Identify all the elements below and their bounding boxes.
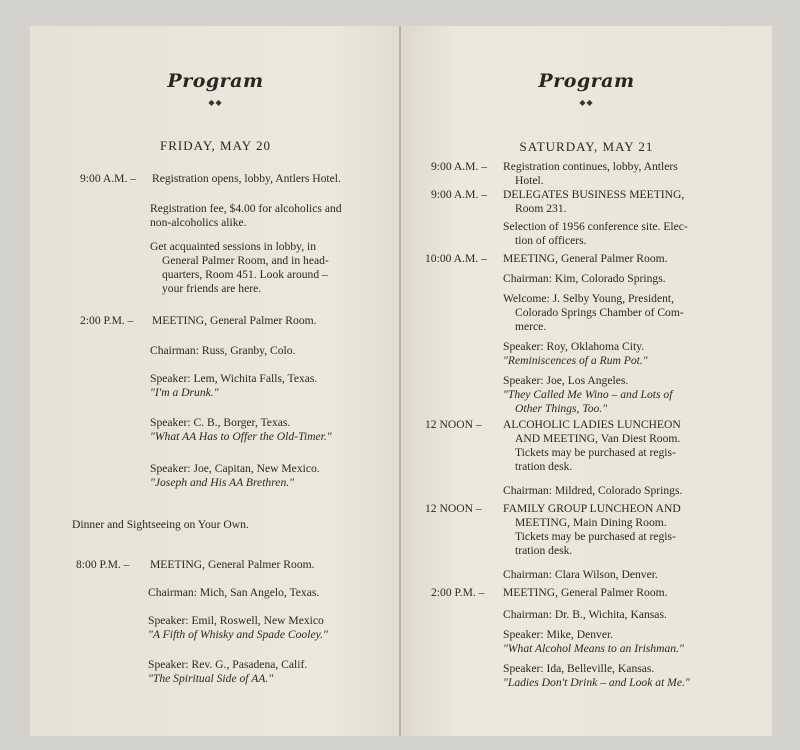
time-label: 12 NOON – bbox=[425, 418, 482, 431]
schedule-item: Chairman: Mildred, Colorado Springs. bbox=[503, 484, 683, 497]
program-booklet bbox=[30, 26, 772, 736]
schedule-item: Speaker: Rev. G., Pasadena, Calif. "The Spiritual Side of AA." bbox=[148, 658, 396, 686]
schedule-item: Chairman: Russ, Granby, Colo. bbox=[150, 344, 296, 357]
time-label: 2:00 P.M. – bbox=[431, 586, 485, 599]
schedule-item: Speaker: Ida, Belleville, Kansas. "Ladies Don't Drink – and Look at Me." bbox=[503, 662, 765, 690]
schedule-item: Get acquainted sessions in lobby, in General Palmer Room, and in head- quarters, Room 451. Look around – your friends are here. bbox=[150, 240, 329, 295]
event-text: MEETING, General Palmer Room. bbox=[150, 558, 315, 571]
event-text: Registration continues, lobby, Antlers Hotel. bbox=[503, 160, 678, 187]
time-label: 9:00 A.M. – bbox=[431, 160, 488, 173]
schedule-item: Chairman: Mich, San Angelo, Texas. bbox=[148, 586, 320, 599]
schedule-item: Speaker: C. B., Borger, Texas. "What AA Has to Offer the Old-Timer." bbox=[150, 416, 395, 444]
schedule-item: Speaker: Lem, Wichita Falls, Texas. "I'm a Drunk." bbox=[150, 372, 395, 400]
ornament: ◆◆ bbox=[579, 98, 594, 107]
event-text: ALCOHOLIC LADIES LUNCHEON AND MEETING, Van Diest Room. Tickets may be purchased at regis- tration desk. bbox=[503, 418, 681, 473]
event-text: MEETING, General Palmer Room. bbox=[503, 586, 668, 599]
page-heading: Program bbox=[538, 70, 635, 92]
day-heading: SATURDAY, MAY 21 bbox=[519, 139, 654, 154]
schedule-note: Dinner and Sightseeing on Your Own. bbox=[72, 518, 249, 531]
schedule-item: Speaker: Mike, Denver. "What Alcohol Means to an Irishman." bbox=[503, 628, 765, 656]
time-label: 12 NOON – bbox=[425, 502, 482, 515]
day-heading: FRIDAY, MAY 20 bbox=[160, 138, 271, 153]
time-label: 9:00 A.M. – bbox=[431, 188, 488, 201]
schedule-item: Chairman: Clara Wilson, Denver. bbox=[503, 568, 658, 581]
event-text: MEETING, General Palmer Room. bbox=[503, 252, 668, 265]
talk-title: "Ladies Don't Drink – and Look at Me." bbox=[503, 676, 690, 689]
event-text: Registration opens, lobby, Antlers Hotel. bbox=[152, 172, 341, 185]
talk-title: "Joseph and His AA Brethren." bbox=[150, 476, 295, 489]
talk-title: "I'm a Drunk." bbox=[150, 386, 219, 399]
schedule-item: Selection of 1956 conference site. Elec- tion of officers. bbox=[503, 220, 688, 247]
schedule-item: Speaker: Joe, Capitan, New Mexico. "Joseph and His AA Brethren." bbox=[150, 462, 395, 490]
schedule-item: Chairman: Dr. B., Wichita, Kansas. bbox=[503, 608, 667, 621]
time-label: 9:00 A.M. – bbox=[80, 172, 137, 185]
left-page bbox=[30, 26, 401, 736]
talk-title: "The Spiritual Side of AA." bbox=[148, 672, 274, 685]
event-text: FAMILY GROUP LUNCHEON AND MEETING, Main Dining Room. Tickets may be purchased at regis- tration desk. bbox=[503, 502, 681, 557]
time-label: 8:00 P.M. – bbox=[76, 558, 130, 571]
talk-title: "Reminiscences of a Rum Pot." bbox=[503, 354, 648, 367]
schedule-item: Speaker: Emil, Roswell, New Mexico "A Fifth of Whisky and Spade Cooley." bbox=[148, 614, 396, 642]
event-text: DELEGATES BUSINESS MEETING, Room 231. bbox=[503, 188, 685, 215]
schedule-item: Speaker: Joe, Los Angeles. "They Called Me Wino – and Lots of Other Things, Too." bbox=[503, 374, 765, 416]
schedule-item: Welcome: J. Selby Young, President, Colorado Springs Chamber of Com- merce. bbox=[503, 292, 684, 333]
page-heading: Program bbox=[167, 70, 264, 92]
talk-title: "A Fifth of Whisky and Spade Cooley." bbox=[148, 628, 328, 641]
time-label: 2:00 P.M. – bbox=[80, 314, 134, 327]
talk-title: "What Alcohol Means to an Irishman." bbox=[503, 642, 684, 655]
time-label: 10:00 A.M. – bbox=[425, 252, 487, 265]
schedule-item: Speaker: Roy, Oklahoma City. "Reminiscences of a Rum Pot." bbox=[503, 340, 765, 368]
talk-title: "They Called Me Wino – and Lots of bbox=[503, 388, 673, 401]
ornament: ◆◆ bbox=[208, 98, 223, 107]
talk-title: "What AA Has to Offer the Old-Timer." bbox=[150, 430, 332, 443]
event-text: MEETING, General Palmer Room. bbox=[152, 314, 317, 327]
talk-title: Other Things, Too." bbox=[515, 402, 608, 415]
booklet-fold bbox=[399, 26, 401, 736]
schedule-item: Registration fee, $4.00 for alcoholics and non-alcoholics alike. bbox=[150, 202, 342, 229]
right-page bbox=[401, 26, 772, 736]
schedule-item: Chairman: Kim, Colorado Springs. bbox=[503, 272, 666, 285]
